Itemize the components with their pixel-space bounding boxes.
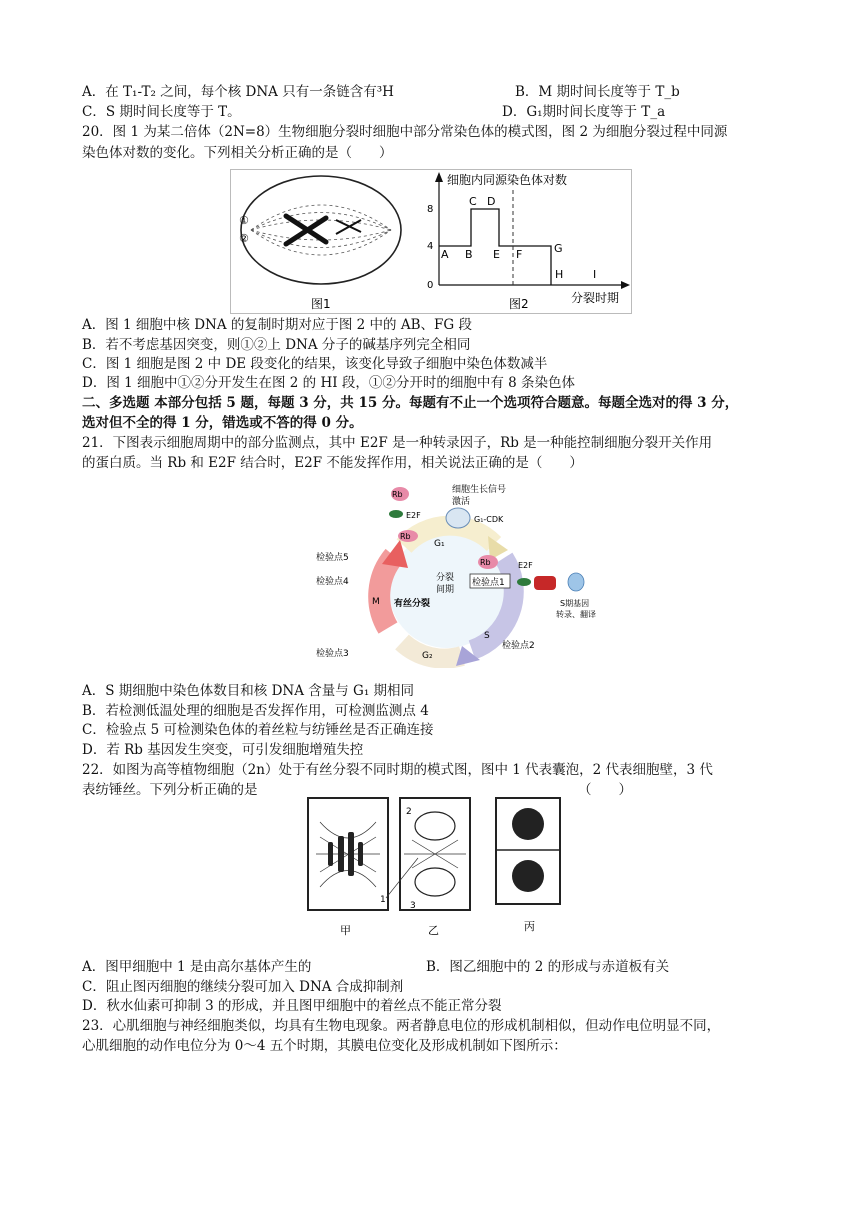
s-gene-product — [568, 573, 584, 591]
y-axis-arrow — [435, 172, 443, 182]
q20-figure-svg — [231, 170, 631, 313]
checkpoint-5: 检验点5 — [316, 553, 349, 563]
q21-option-a: A．S 期细胞中染色体数目和核 DNA 含量与 G₁ 期相同 — [82, 683, 415, 699]
q19-option-d: D．G₁期时间长度等于 T_a — [502, 104, 666, 120]
point-A: A — [441, 248, 449, 261]
label-2: 2 — [406, 807, 412, 817]
q23-stem-line2: 心肌细胞的动作电位分为 0～4 五个时期，其膜电位变化及形成机制如下图所示： — [82, 1038, 567, 1054]
point-D: D — [487, 195, 496, 208]
point-I: I — [593, 268, 597, 281]
s-label: S — [484, 631, 490, 641]
checkpoint-1: 检验点1 — [472, 578, 505, 588]
q22-option-d: D．秋水仙素可抑制 3 的形成，并且图甲细胞中的着丝点不能正常分裂 — [82, 998, 502, 1014]
point-H: H — [555, 268, 564, 281]
activate-label: 激活 — [452, 497, 471, 507]
q23-stem-line1: 23．心肌细胞与神经细胞类似，均具有生物电现象。两者静息电位的形成机制相似，但动作电位明显不同， — [82, 1018, 721, 1034]
dna-site — [534, 576, 556, 590]
point-E: E — [493, 248, 500, 261]
section2-header-line1: 二、多选题 本部分包括 5 题，每题 3 分，共 15 分。每题有不止一个选项符合题意。每题全选对的得 3 分， — [82, 395, 739, 411]
cell-bing-nucleus-bottom — [512, 860, 544, 892]
e2f-label-right: E2F — [518, 561, 533, 570]
rb-label-mid: Rb — [400, 532, 411, 541]
q19-option-a: A．在 T₁-T₂ 之间，每个核 DNA 只有一条链含有³H — [82, 84, 394, 100]
g1-cdk-protein — [446, 508, 470, 528]
cell-membrane — [241, 176, 401, 284]
g1-label: G₁ — [434, 539, 445, 549]
fig1-caption: 图1 — [311, 297, 331, 311]
q22-figure-svg — [300, 792, 570, 942]
q21-option-c: C．检验点 5 可检测染色体的着丝粒与纺锤丝是否正确连接 — [82, 722, 434, 738]
g2-label: G₂ — [422, 651, 433, 661]
point-F: F — [516, 248, 523, 261]
fig2-caption: 图2 — [509, 297, 529, 311]
q21-figure-svg — [312, 478, 612, 668]
q19-option-b: B．M 期时间长度等于 T_b — [515, 84, 680, 100]
y-tick-8: 8 — [427, 204, 434, 215]
point-B: B — [465, 248, 473, 261]
q20-stem-line1: 20．图 1 为某二倍体（2N=8）生物细胞分裂时细胞中部分常染色体的模式图，图 2 为细胞分裂过程中同源 — [82, 124, 728, 140]
rb-label-top: Rb — [392, 490, 403, 499]
point-G: G — [554, 242, 563, 255]
growth-signal-label: 细胞生长信号 — [452, 485, 507, 495]
cell-bing-nucleus-top — [512, 808, 544, 840]
q22-stem-line2: 表纺锤丝。下列分析正确的是 — [82, 782, 258, 798]
q20-option-a: A．图 1 细胞中核 DNA 的复制时期对应于图 2 中的 AB、FG 段 — [82, 317, 472, 333]
g1-cdk-label: G₁-CDK — [474, 515, 504, 524]
fig2-chart — [427, 172, 630, 311]
m-label: M — [372, 597, 380, 607]
data-line — [439, 209, 551, 285]
q22-option-a: A．图甲细胞中 1 是由高尔基体产生的 — [82, 959, 312, 975]
chromosome-small — [336, 220, 361, 234]
x-axis-arrow — [621, 281, 630, 289]
checkpoint-4: 检验点4 — [316, 577, 349, 587]
q20-option-d: D．图 1 细胞中①②分开发生在图 2 的 HI 段，①②分开时的细胞中有 8 条染色体 — [82, 375, 576, 391]
y-tick-4: 4 — [427, 241, 434, 252]
q20-option-b: B．若不考虑基因突变，则①②上 DNA 分子的碱基序列完全相同 — [82, 337, 471, 353]
label-3: 3 — [410, 901, 416, 911]
q20-stem-line2: 染色体对数的变化。下列相关分析正确的是（ ） — [82, 145, 393, 161]
rb-label-right: Rb — [480, 558, 491, 567]
point-C: C — [469, 195, 477, 208]
label-jia: 甲 — [340, 924, 351, 937]
checkpoint-3: 检验点3 — [316, 649, 349, 659]
q22-option-c: C．阻止图丙细胞的继续分裂可加入 DNA 合成抑制剂 — [82, 979, 404, 995]
mitosis-label: 有丝分裂 — [394, 599, 431, 609]
q21-figure — [312, 478, 612, 668]
q19-option-c: C．S 期时间长度等于 T。 — [82, 104, 241, 120]
s-gene-label-1: S期基因 — [560, 599, 590, 608]
interphase-label-2: 间期 — [436, 585, 455, 595]
y-axis-label: 细胞内同源染色体对数 — [447, 173, 568, 187]
e2f-label-top: E2F — [406, 511, 421, 520]
q21-option-b: B．若检测低温处理的细胞是否发挥作用，可检测监测点 4 — [82, 703, 429, 719]
checkpoint-2: 检验点2 — [502, 641, 535, 651]
fig1-label-1: ① — [239, 214, 249, 227]
q21-option-d: D．若 Rb 基因发生突变，可引发细胞增殖失控 — [82, 742, 364, 758]
fig1-label-2: ② — [239, 232, 249, 245]
q22-figure — [300, 792, 570, 942]
y-tick-0: 0 — [427, 280, 434, 291]
q22-option-b: B．图乙细胞中的 2 的形成与赤道板有关 — [426, 959, 670, 975]
s-gene-label-2: 转录、翻译 — [556, 610, 596, 619]
e2f-protein-top — [389, 510, 403, 518]
label-bing: 丙 — [524, 920, 535, 933]
q21-stem-line2: 的蛋白质。当 Rb 和 E2F 结合时，E2F 不能发挥作用，相关说法正确的是（ ） — [82, 455, 583, 471]
q20-figure — [230, 169, 632, 314]
x-axis-label: 分裂时期 — [571, 291, 620, 305]
interphase-label-1: 分裂 — [436, 573, 455, 583]
label-1: 1 — [380, 895, 386, 905]
e2f-protein-right — [517, 578, 531, 586]
q21-stem-line1: 21．下图表示细胞周期中的部分监测点，其中 E2F 是一种转录因子，Rb 是一种能控制细胞分裂开关作用 — [82, 435, 713, 451]
q22-stem-line1: 22．如图为高等植物细胞（2n）处于有丝分裂不同时期的模式图，图中 1 代表囊泡，2 代表细胞壁，3 代 — [82, 762, 713, 778]
spindle-fibers — [251, 205, 391, 255]
q20-option-c: C．图 1 细胞是图 2 中 DE 段变化的结果，该变化导致子细胞中染色体数减半 — [82, 356, 548, 372]
q22-answer-paren: （ ） — [578, 782, 632, 798]
label-yi: 乙 — [428, 924, 439, 937]
section2-header-line2: 选对但不全的得 1 分，错选或不答的得 0 分。 — [82, 415, 363, 431]
